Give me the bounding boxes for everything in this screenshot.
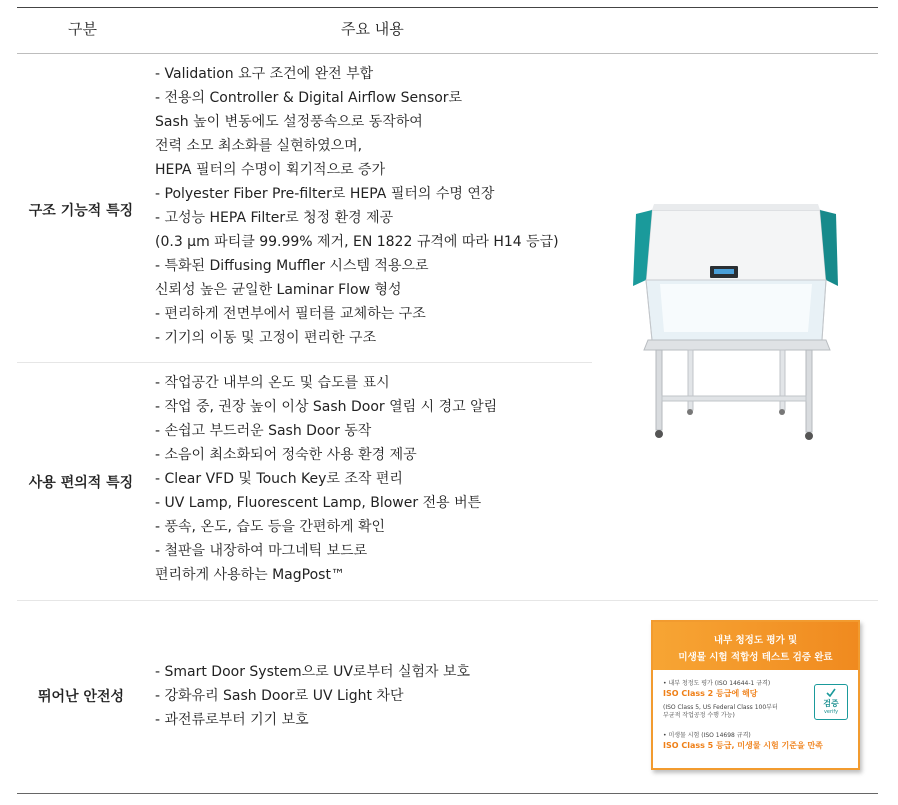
stamp-label-ko: 검증 xyxy=(823,699,839,708)
content-line: - Polyester Fiber Pre-filter로 HEPA 필터의 수명 연장 xyxy=(155,186,495,202)
row-category: 구조 기능적 특징 xyxy=(28,203,134,219)
content-line: 전력 소모 최소화를 실현하였으며, xyxy=(155,138,363,154)
content-line: - 작업공간 내부의 온도 및 습도를 표시 xyxy=(155,375,390,391)
content-line: - 고성능 HEPA Filter로 청정 환경 제공 xyxy=(155,210,394,226)
stamp-label-en: verify xyxy=(823,709,839,715)
badge-item2-result: ISO Class 5 등급, 미생물 시험 기준을 만족 xyxy=(663,741,823,750)
content-line: 편리하게 사용하는 MagPost™ xyxy=(155,567,345,583)
content-line: - 손쉽고 부드러운 Sash Door 동작 xyxy=(155,423,372,439)
content-line: - 기기의 이동 및 고정이 편리한 구조 xyxy=(155,330,377,346)
badge-item1-note2: 부균적 작업공정 수행 가능) xyxy=(663,712,735,719)
content-line: - 강화유리 Sash Door로 UV Light 차단 xyxy=(155,688,404,704)
row-content xyxy=(155,371,497,587)
badge-title-line2: 미생물 시험 적합성 테스트 검증 완료 xyxy=(678,652,833,663)
badge-item2-label: • 미생물 시험 (ISO 14698 규격) xyxy=(663,732,751,739)
content-line: - 과전류로부터 기기 보호 xyxy=(155,712,309,728)
content-line: (0.3 μm 파티클 99.99% 제거, EN 1822 규격에 따라 H14 등급) xyxy=(155,234,559,250)
content-line: - 풍속, 온도, 습도 등을 간편하게 확인 xyxy=(155,519,385,535)
badge-title-line1: 내부 청정도 평가 및 xyxy=(713,635,798,646)
content-line: - Smart Door System으로 UV로부터 실험자 보호 xyxy=(155,664,471,680)
row-separator xyxy=(17,600,878,601)
badge-item1-label: • 내부 청정도 평가 (ISO 14644-1 규격) xyxy=(663,680,771,687)
row-category: 뛰어난 안전성 xyxy=(37,689,125,705)
table-top-rule xyxy=(17,7,878,8)
content-line: - 작업 중, 권장 높이 이상 Sash Door 열림 시 경고 알림 xyxy=(155,399,498,415)
badge-item1-result: ISO Class 2 등급에 해당 xyxy=(663,689,758,698)
table-header-rule xyxy=(17,53,878,54)
check-mark-icon xyxy=(826,688,836,697)
content-line: HEPA 필터의 수명이 획기적으로 증가 xyxy=(155,162,386,178)
row-category: 사용 편의적 특징 xyxy=(28,475,134,491)
badge-header xyxy=(653,622,858,670)
header-content: 주요 내용 xyxy=(341,20,404,38)
content-line: 신뢰성 높은 균일한 Laminar Flow 형성 xyxy=(155,282,402,298)
row-separator xyxy=(17,362,592,363)
badge-item1-note1: (ISO Class 5, US Federal Class 100부터 xyxy=(663,704,778,711)
row-content xyxy=(155,660,470,732)
verification-badge xyxy=(651,620,860,770)
content-line: - Clear VFD 및 Touch Key로 조작 편리 xyxy=(155,471,403,487)
content-line: - 철판을 내장하여 마그네틱 보드로 xyxy=(155,543,368,559)
content-line: - Validation 요구 조건에 완전 부합 xyxy=(155,66,374,82)
header-category: 구분 xyxy=(68,20,97,38)
content-line: - UV Lamp, Fluorescent Lamp, Blower 전용 버튼 xyxy=(155,495,482,511)
content-line: - 특화된 Diffusing Muffler 시스템 적용으로 xyxy=(155,258,429,274)
content-line: Sash 높이 변동에도 설정풍속으로 동작하여 xyxy=(155,114,423,130)
content-line: - 편리하게 전면부에서 필터를 교체하는 구조 xyxy=(155,306,426,322)
clean-bench-image xyxy=(630,200,840,455)
table-bottom-rule xyxy=(17,793,878,794)
verify-stamp xyxy=(814,684,848,720)
row-content xyxy=(155,62,559,350)
content-line: - 소음이 최소화되어 정숙한 사용 환경 제공 xyxy=(155,447,417,463)
content-line: - 전용의 Controller & Digital Airflow Sensor로 xyxy=(155,90,463,106)
